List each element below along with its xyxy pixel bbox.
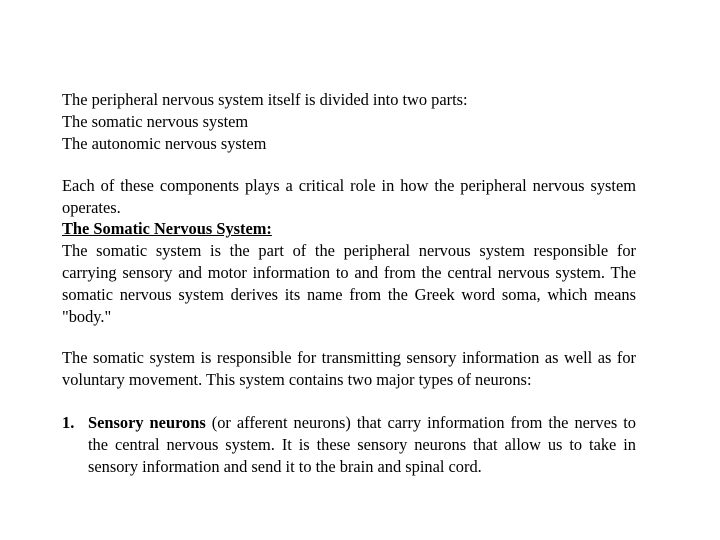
part-autonomic: The autonomic nervous system [62,134,267,153]
somatic-heading: The Somatic Nervous System: [62,219,272,238]
intro-lead: The peripheral nervous system itself is divided into two parts: [62,90,468,109]
list-item-text [88,412,636,478]
somatic-section [62,218,636,328]
neuron-list [62,412,636,478]
list-item-description: (or afferent neurons) that carry information from the nerves to the central nervous system. It is these sensory neurons that allow us to take in sensory information and send it to the brain and spinal cord. [88,413,636,476]
list-number: 1. [62,413,75,432]
list-item-term: Sensory neurons [88,413,206,432]
components-paragraph: Each of these components plays a critical role in how the peripheral nervous system operates. [62,176,636,217]
transmit-paragraph: The somatic system is responsible for transmitting sensory information as well as for voluntary movement. This system contains two major types of neurons: [62,348,636,389]
part-somatic: The somatic nervous system [62,112,249,131]
intro-block [62,89,636,155]
somatic-paragraph: The somatic system is the part of the peripheral nervous system responsible for carrying sensory and motor information to and from the central nervous system. The somatic nervous system derives its name from the Greek word soma, which means "body." [62,241,636,326]
list-item [62,412,636,478]
